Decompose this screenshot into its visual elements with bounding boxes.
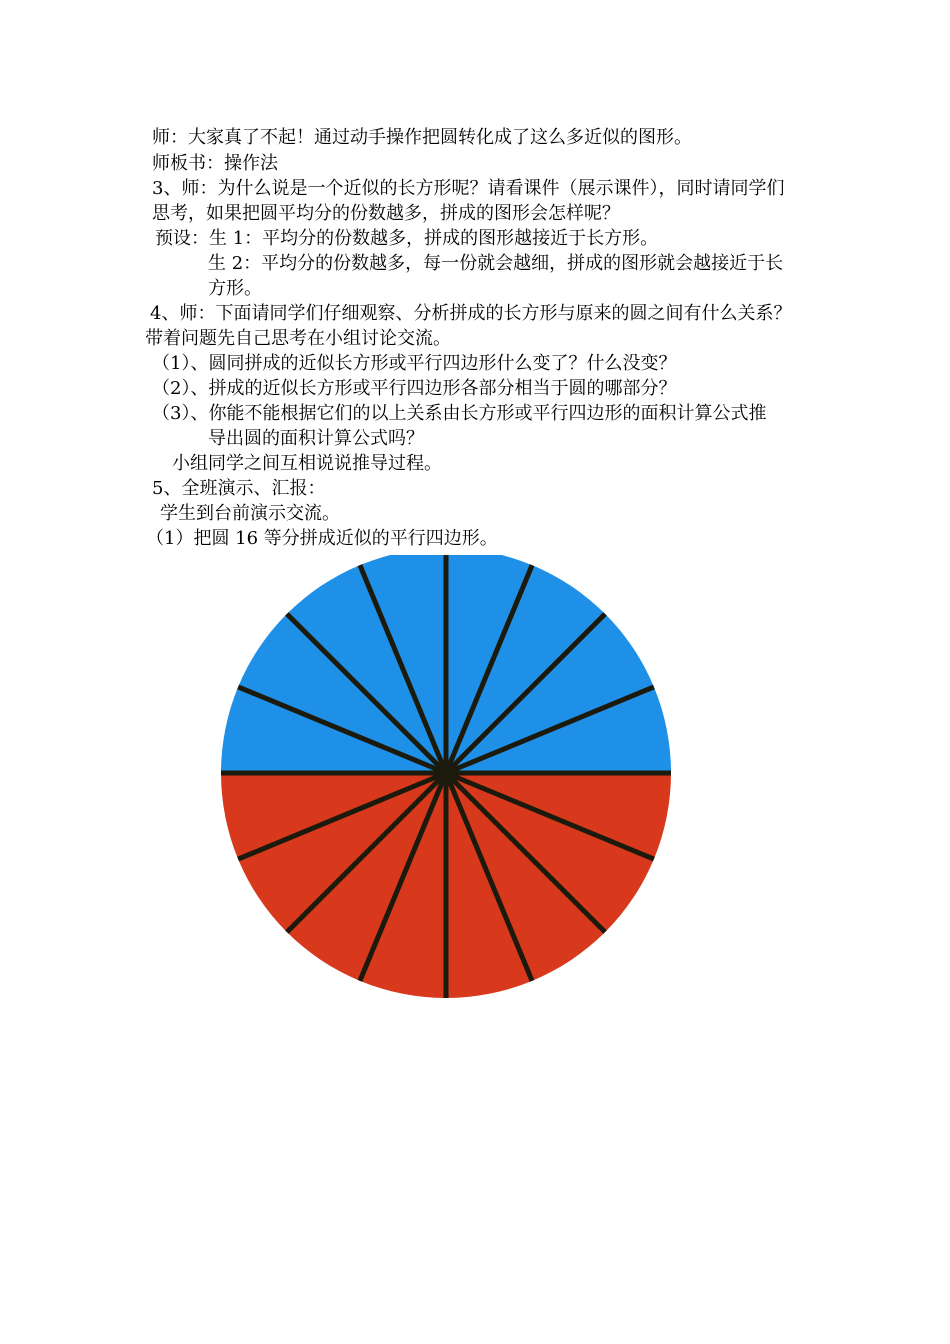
text-line: 小组同学之间互相说说推导过程。	[172, 453, 442, 474]
text-line: 导出圆的面积计算公式吗？	[208, 428, 424, 449]
text-line: 方形。	[208, 278, 262, 299]
text-line: （1）把圆 16 等分拼成近似的平行四边形。	[146, 528, 498, 549]
text-line: 5、全班演示、汇报：	[152, 478, 326, 499]
text-line: 学生到台前演示交流。	[160, 503, 340, 524]
text-line: 师板书：操作法	[152, 153, 278, 174]
text-line: （3）、你能不能根据它们的以上关系由长方形或平行四边形的面积计算公式推	[152, 403, 767, 424]
text-line: 生 2：平均分的份数越多，每一份就会越细，拼成的图形就会越接近于长	[208, 253, 784, 274]
divided-circle-figure	[218, 555, 674, 1002]
text-line: 预设：生 1：平均分的份数越多，拼成的图形越接近于长方形。	[155, 228, 659, 249]
text-line: 带着问题先自己思考在小组讨论交流。	[145, 328, 451, 349]
text-line: （1）、圆同拼成的近似长方形或平行四边形什么变了？什么没变？	[152, 353, 677, 374]
text-line: （2）、拼成的近似长方形或平行四边形各部分相当于圆的哪部分？	[152, 378, 677, 399]
circle-center	[437, 764, 455, 782]
text-line: 4、师：下面请同学们仔细观察、分析拼成的长方形与原来的圆之间有什么关系？	[150, 303, 792, 324]
text-line: 3、师：为什么说是一个近似的长方形呢？请看课件（展示课件），同时请同学们	[152, 178, 785, 199]
text-line: 思考，如果把圆平均分的份数越多，拼成的图形会怎样呢？	[152, 203, 620, 224]
text-line: 师：大家真了不起！通过动手操作把圆转化成了这么多近似的图形。	[152, 127, 692, 148]
